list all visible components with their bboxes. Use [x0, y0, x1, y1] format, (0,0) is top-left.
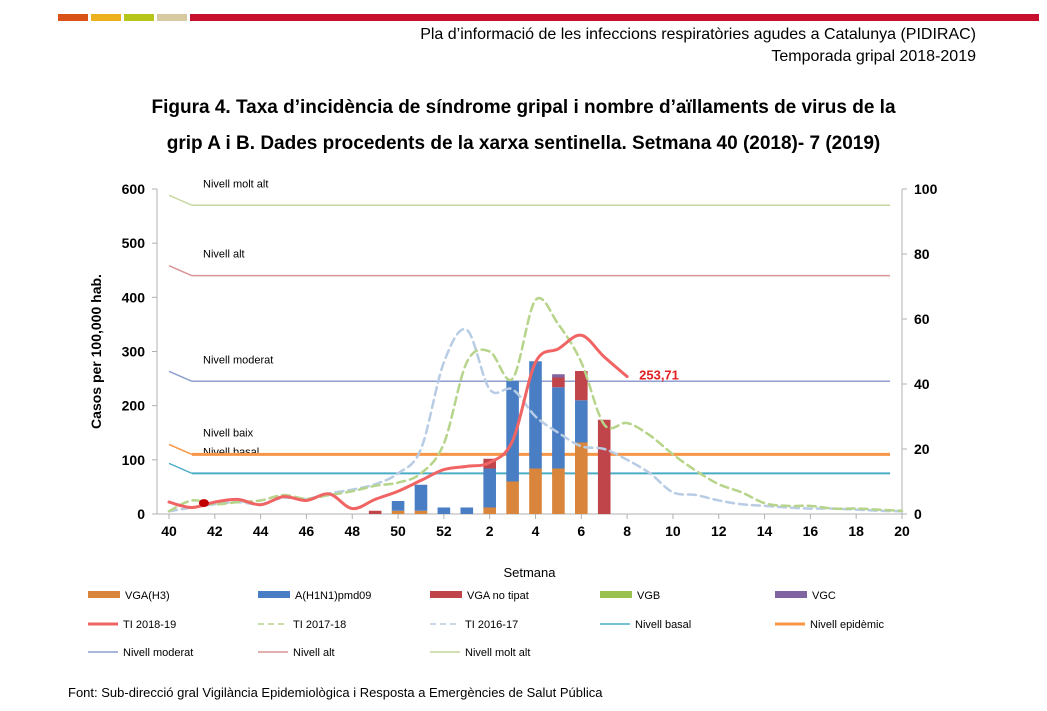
bar-segment	[483, 469, 496, 508]
x-tick-label: 10	[665, 523, 681, 539]
x-axis-label: Setmana	[503, 565, 556, 580]
x-tick-label: 46	[298, 523, 315, 539]
bar-segment	[415, 485, 428, 511]
threshold-line-start	[169, 195, 192, 205]
bar-segment	[552, 469, 565, 515]
legend-label: Nivell moderat	[123, 647, 194, 659]
bar-segment	[529, 469, 542, 515]
legend-label: VGC	[812, 590, 836, 602]
legend-label: TI 2018-19	[123, 619, 177, 631]
x-tick-label: 6	[577, 523, 586, 539]
bar-segment	[415, 511, 428, 514]
legend-label: VGB	[637, 590, 661, 602]
bar-segment	[438, 508, 451, 515]
legend-swatch	[775, 591, 807, 598]
legend-swatch	[88, 591, 120, 598]
bar-segment	[552, 378, 565, 388]
y2-tick-label: 100	[914, 181, 938, 197]
threshold-line-start	[169, 444, 192, 454]
legend-label: TI 2017-18	[293, 619, 347, 631]
x-tick-label: 52	[436, 523, 452, 539]
y-tick-label: 600	[121, 181, 145, 197]
y2-tick-label: 80	[914, 246, 930, 262]
threshold-line-start	[169, 371, 192, 381]
x-tick-label: 2	[485, 523, 494, 539]
legend-swatch	[600, 591, 632, 598]
y-tick-label: 300	[121, 343, 145, 360]
bar-segment	[392, 511, 405, 514]
bar-segment	[575, 400, 588, 442]
legend-label: Nivell epidèmic	[810, 619, 884, 631]
bar-segment	[460, 508, 473, 515]
threshold-line-start	[169, 463, 192, 473]
y-tick-label: 200	[121, 397, 145, 414]
figure-title-line1: Figura 4. Taxa d’incidència de síndrome gripal i nombre d’aïllaments de virus de la	[151, 97, 896, 118]
x-tick-label: 16	[802, 523, 819, 539]
y2-tick-label: 60	[914, 311, 930, 327]
bar-segment	[483, 508, 496, 515]
header-program-name: Pla d’informació de les infeccions respiratòries agudes a Catalunya (PIDIRAC)	[420, 26, 976, 43]
legend-label: Nivell basal	[635, 619, 692, 631]
legend-swatch	[430, 591, 462, 598]
bar-segment	[598, 420, 611, 514]
bar-segment	[575, 443, 588, 515]
y-tick-label: 0	[137, 506, 145, 522]
x-tick-label: 14	[756, 523, 773, 539]
y-tick-label: 400	[121, 289, 145, 306]
bar-segment	[506, 482, 519, 515]
x-tick-label: 18	[848, 523, 864, 539]
y2-tick-label: 20	[914, 441, 930, 457]
source-note: Font: Sub-direcció gral Vigilància Epidemiològica i Resposta a Emergències de Salut Pública	[68, 685, 603, 700]
legend-label: VGA(H3)	[125, 590, 170, 602]
x-tick-label: 12	[710, 523, 727, 539]
x-tick-label: 40	[161, 523, 177, 539]
bar-segment	[369, 511, 382, 514]
figure-title-line2: grip A i B. Dades procedents de la xarxa sentinella. Setmana 40 (2018)- 7 (2019)	[166, 133, 881, 154]
bar-segment	[392, 501, 405, 511]
x-tick-label: 8	[623, 523, 632, 539]
last-value-annotation: 253,71	[639, 367, 679, 383]
y2-tick-label: 40	[914, 376, 930, 392]
legend-swatch	[258, 591, 290, 598]
y2-tick-label: 0	[914, 506, 922, 522]
legend-label: TI 2016-17	[465, 619, 519, 631]
x-tick-label: 42	[207, 523, 223, 539]
bar-segment	[552, 387, 565, 468]
header-season: Temporada gripal 2018-2019	[771, 48, 976, 65]
series-start-marker	[199, 499, 209, 507]
bar-segment	[552, 374, 565, 377]
y-tick-label: 500	[121, 235, 145, 252]
x-tick-label: 20	[894, 523, 910, 539]
y-tick-label: 100	[121, 451, 145, 468]
threshold-label: Nivell moderat	[203, 354, 274, 367]
threshold-label: Nivell molt alt	[203, 178, 269, 191]
x-tick-label: 50	[390, 523, 406, 539]
y-axis-label: Casos per 100,000 hab.	[88, 274, 104, 429]
legend-label: A(H1N1)pmd09	[295, 590, 372, 602]
threshold-label: Nivell basal	[203, 446, 260, 459]
threshold-label: Nivell alt	[203, 248, 245, 261]
x-tick-label: 4	[531, 523, 540, 539]
threshold-line-start	[169, 266, 192, 276]
legend-label: Nivell alt	[293, 647, 335, 659]
threshold-label: Nivell baix	[203, 427, 254, 440]
x-tick-label: 48	[344, 523, 361, 539]
legend-label: VGA no tipat	[467, 590, 529, 602]
x-tick-label: 44	[252, 523, 269, 539]
legend-label: Nivell molt alt	[465, 647, 531, 659]
